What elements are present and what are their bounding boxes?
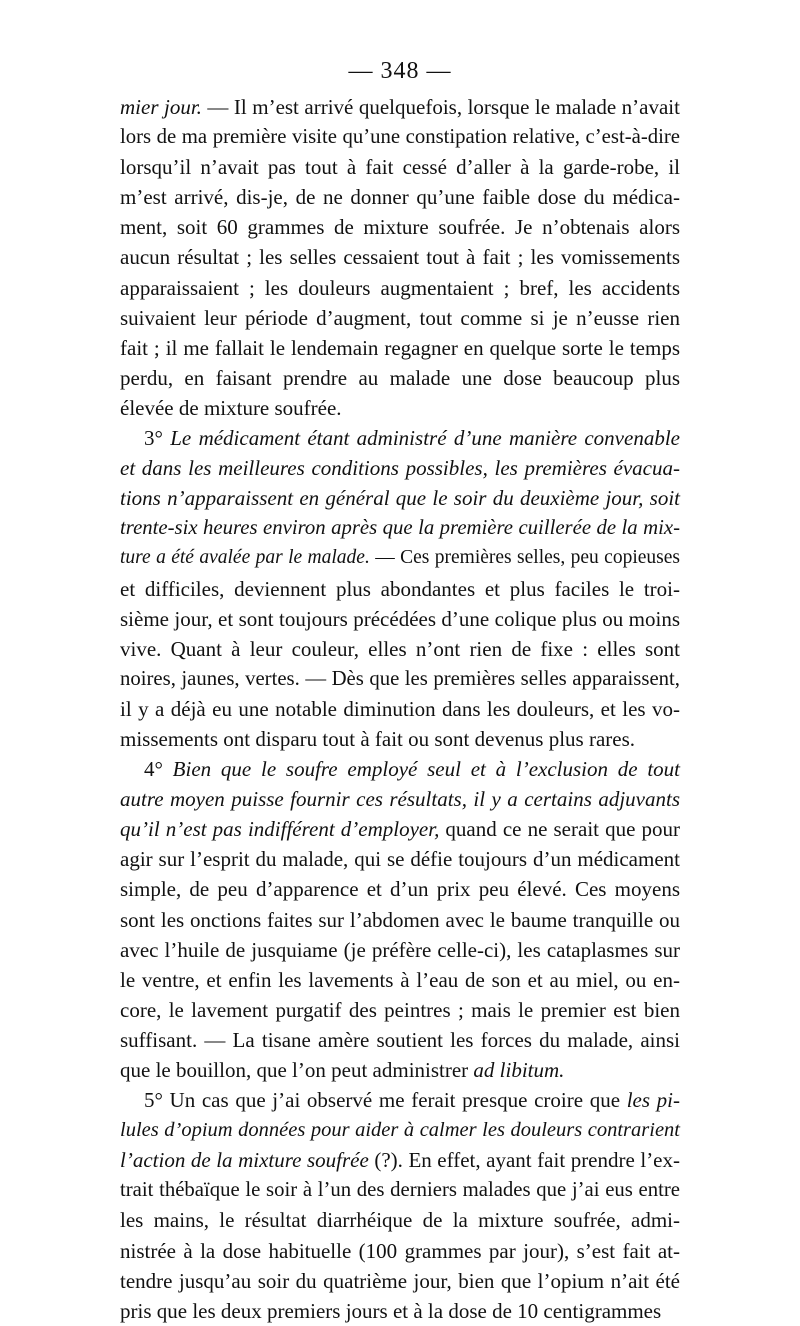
- italic-text: ad libitum.: [473, 1058, 565, 1082]
- italic-text: trente-six heures environ après que la première cuillerée de la mix-: [120, 517, 680, 540]
- text-segment: vive. Quant à leur couleur, elles n’ont rien de fixe : elles sont: [120, 636, 680, 661]
- text-line: [120, 303, 680, 333]
- text-line: [120, 1236, 680, 1266]
- text-segment: les mains, le résultat diarrhéique de la mixture soufrée, admi-: [120, 1208, 680, 1233]
- text-line: [120, 784, 680, 814]
- text-segment: simple, de peu d’apparence et d’un prix peu élevé. Ces moyens: [120, 877, 680, 902]
- text-line: [120, 122, 680, 152]
- text-line: [120, 393, 680, 423]
- text-segment: 3°: [144, 426, 171, 451]
- text-line: [120, 995, 680, 1025]
- text-line: [120, 694, 680, 724]
- text-line: [120, 182, 680, 212]
- text-line: [120, 242, 680, 272]
- text-segment: pris que les deux premiers jours et à la dose de 10 centigrammes: [120, 1298, 662, 1323]
- text-line: [120, 513, 680, 543]
- text-segment: core, le lavement purgatif des peintres ; mais le premier est bien: [120, 997, 680, 1022]
- text-line: [120, 1266, 680, 1296]
- text-line: [120, 423, 680, 453]
- italic-text: qu’il n’est pas indifférent d’employer,: [120, 817, 440, 842]
- text-line: [120, 1296, 680, 1326]
- text-line: [120, 935, 680, 965]
- text-line: [120, 92, 680, 122]
- text-segment: il y a déjà eu une notable diminution dans les douleurs, et les vo-: [120, 696, 680, 721]
- page-number: — 348 —: [348, 58, 452, 84]
- text-line: [120, 604, 680, 634]
- text-line: [120, 212, 680, 242]
- text-line: [120, 152, 680, 182]
- italic-text: et dans les meilleures conditions possibles, les premières évacua-: [120, 456, 680, 481]
- text-segment: quand ce ne serait que pour: [439, 817, 681, 842]
- text-segment: perdu, en faisant prendre au malade une dose beaucoup plus: [120, 365, 680, 390]
- text-segment: avec l’huile de jusquiame (je préfère celle-ci), les cataplasmes sur: [120, 937, 680, 962]
- text-segment: et difficiles, deviennent plus abondantes et plus faciles le troi-: [120, 576, 680, 601]
- text-segment: tendre jusqu’au soir du quatrième jour, bien que l’opium n’ait été: [120, 1268, 680, 1293]
- text-segment: — Ces premières selles, peu copieuses: [369, 547, 680, 569]
- text-line: [120, 814, 680, 844]
- italic-text: tions n’apparaissent en général que le soir du deuxième jour, soit: [120, 486, 680, 511]
- italic-text: l’action de la mixture soufrée: [120, 1148, 369, 1173]
- text-segment: agir sur l’esprit du malade, qui se défie toujours d’un médicament: [120, 847, 680, 872]
- text-segment: suffisant. — La tisane amère soutient les forces du malade, ainsi: [120, 1027, 680, 1052]
- text-segment: 5° Un cas que j’ai observé me ferait presque croire que: [144, 1088, 627, 1113]
- text-segment: 4°: [144, 757, 173, 782]
- text-line: [120, 965, 680, 995]
- text-segment: le ventre, et enfin les lavements à l’eau de son et au miel, ou en-: [120, 967, 680, 992]
- italic-text: Le médicament étant administré d’une manière convenable: [170, 426, 680, 451]
- text-segment: fait ; il me fallait le lendemain regagner en quelque sorte le temps: [120, 335, 680, 360]
- text-line: [120, 273, 680, 303]
- text-segment: trait thébaïque le soir à l’un des derniers malades que j’ai eus entre: [120, 1179, 680, 1202]
- text-segment: suivaient leur période d’augment, tout comme si je n’eusse rien: [120, 305, 680, 330]
- text-segment: m’est arrivé, dis-je, de ne donner qu’une faible dose du médica-: [120, 185, 680, 210]
- text-segment: lors de ma première visite qu’une constipation relative, c’est-à-dire: [120, 126, 680, 149]
- text-line: [120, 1175, 680, 1205]
- text-segment: (?). En effet, ayant fait prendre l’ex-: [368, 1148, 680, 1173]
- text-line: [120, 1055, 680, 1085]
- italic-text: Bien que le soufre employé seul et à l’exclusion de tout: [172, 757, 681, 782]
- text-line: [120, 1025, 680, 1055]
- text-line: [120, 543, 680, 573]
- text-line: [120, 1205, 680, 1235]
- text-segment: aucun résultat ; les selles cessaient tout à fait ; les vomissements: [120, 245, 680, 270]
- text-segment: apparaissaient ; les douleurs augmentaient ; bref, les accidents: [120, 275, 680, 300]
- text-line: [120, 664, 680, 694]
- text-line: [120, 844, 680, 874]
- text-line: [120, 874, 680, 904]
- text-segment: que le bouillon, que l’on peut administrer: [120, 1058, 474, 1082]
- italic-text: mier jour.: [120, 95, 202, 119]
- text-segment: ment, soit 60 grammes de mixture soufrée. Je n’obtenais alors: [120, 215, 680, 240]
- text-segment: élevée de mixture soufrée.: [120, 395, 342, 420]
- text-line: [120, 724, 680, 754]
- text-line: [120, 754, 680, 784]
- italic-text: autre moyen puisse fournir ces résultats, il y a certains adjuvants: [120, 787, 680, 812]
- text-line: [120, 363, 680, 393]
- italic-text: les pi-: [626, 1088, 681, 1113]
- text-line: [120, 453, 680, 483]
- text-segment: noires, jaunes, vertes. — Dès que les premières selles apparaissent,: [120, 667, 680, 690]
- text-segment: sont les onctions faites sur l’abdomen avec le baume tranquille ou: [120, 907, 680, 932]
- text-segment: lorsqu’il n’avait pas tout à fait cessé d’aller à la garde-robe, il: [120, 155, 680, 180]
- italic-text: lules d’opium données pour aider à calmer les douleurs contrarient: [120, 1119, 680, 1142]
- text-line: [120, 905, 680, 935]
- text-line: [120, 1115, 680, 1145]
- text-line: [120, 574, 680, 604]
- text-segment: sième jour, et sont toujours précédées d’une colique plus ou moins: [120, 606, 680, 631]
- text-line: [120, 1085, 680, 1115]
- text-line: [120, 333, 680, 363]
- text-line: [120, 634, 680, 664]
- text-segment: — Il m’est arrivé quelquefois, lorsque le malade n’avait: [201, 95, 680, 119]
- text-line: [120, 483, 680, 513]
- text-line: [120, 1145, 680, 1175]
- body-text: [120, 92, 680, 1326]
- italic-text: ture a été avalée par le malade.: [120, 547, 370, 569]
- text-segment: nistrée à la dose habituelle (100 grammes par jour), s’est fait at-: [120, 1238, 680, 1263]
- text-segment: missements ont disparu tout à fait ou sont devenus plus rares.: [120, 726, 636, 751]
